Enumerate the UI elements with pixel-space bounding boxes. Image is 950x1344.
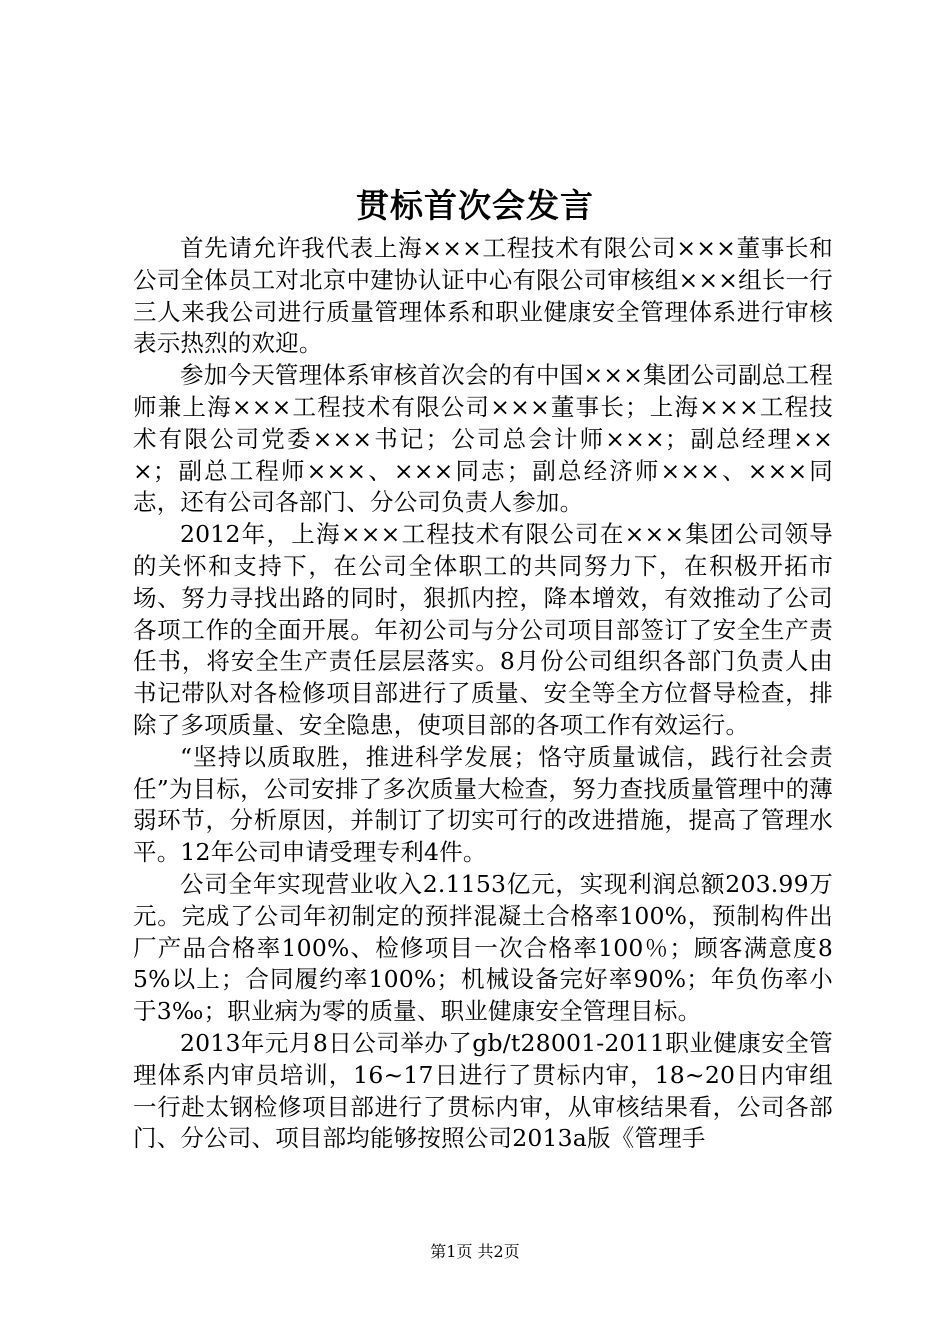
document-body: [133, 233, 833, 1155]
paragraph-welcome: 首先请允许我代表上海×××工程技术有限公司×××董事长和公司全体员工对北京中建协认证中心有限公司审核组×××组长一行三人来我公司进行质量管理体系和职业健康安全管理体系进行审核表示热烈的欢迎。: [133, 234, 833, 358]
document-title: 贯标首次会发言: [356, 186, 594, 225]
paragraph-quality-goal: “坚持以质取胜，推进科学发展；恪守质量诚信，践行社会责任”为目标，公司安排了多次质量大检查，努力查找质量管理中的薄弱环节，分析原因，并制订了切实可行的改进措施，提高了管理水平。12年公司申请受理专利4件。: [133, 742, 833, 867]
paragraph-internal-audit: 2013年元月8日公司举办了gb/t28001-2011职业健康安全管理体系内审员培训，16~17日进行了贯标内审，18~20日内审组一行赴太钢检修项目部进行了贯标内审，从审核结果看，公司各部门、分公司、项目部均能够按照公司2013a版《管理手: [133, 1028, 833, 1153]
paragraph-2012-review: 2012年，上海×××工程技术有限公司在×××集团公司领导的关怀和支持下，在公司全体职工的共同努力下，在积极开拓市场、努力寻找出路的同时，狠抓内控，降本增效，有效推动了公司各项工作的全面开展。年初公司与分公司项目部签订了安全生产责任书，将安全生产责任层层落实。8月份公司组织各部门负责人由书记带队对各检修项目部进行了质量、安全等全方位督导检查，排除了多项质量、安全隐患，使项目部的各项工作有效运行。: [133, 520, 833, 739]
page-footer: 第1页 共2页: [430, 1242, 520, 1261]
paragraph-attendees: 参加今天管理体系审核首次会的有中国×××集团公司副总工程师兼上海×××工程技术有限公司×××董事长；上海×××工程技术有限公司党委×××书记；公司总会计师×××；副总经理×××；副总工程师×××、×××同志；副总经济师×××、×××同志，还有公司各部门、分公司负责人参加。: [133, 361, 833, 517]
paragraph-performance: 公司全年实现营业收入2.1153亿元，实现利润总额203.99万元。完成了公司年初制定的预拌混凝土合格率100%，预制构件出厂产品合格率100%、检修项目一次合格率100％；顾客满意度85%以上；合同履约率100%；机械设备完好率90%；年负伤率小于3‰；职业病为零的质量、职业健康安全管理目标。: [133, 869, 833, 1026]
